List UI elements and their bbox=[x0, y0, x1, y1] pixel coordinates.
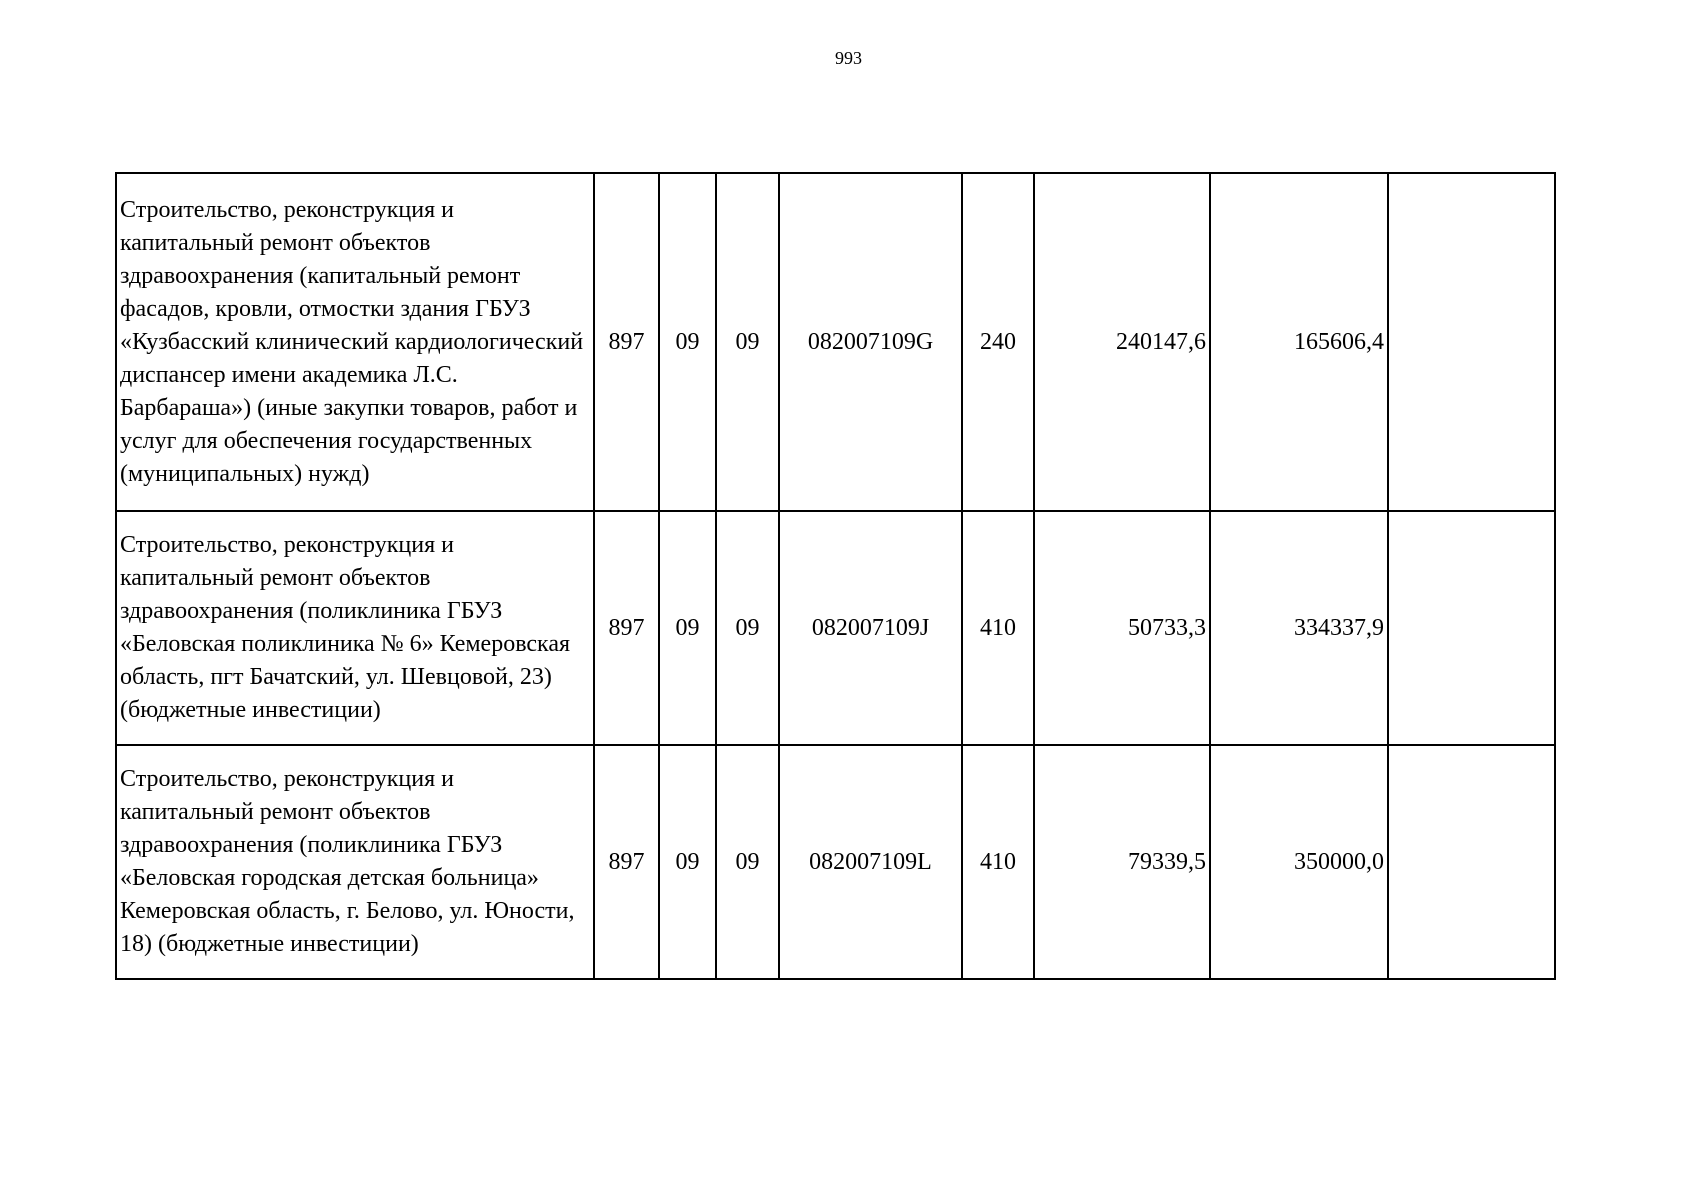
section-code: 09 bbox=[659, 173, 716, 511]
subsection-code: 09 bbox=[716, 511, 779, 745]
target-article-code: 082007109L bbox=[779, 745, 962, 979]
ministry-code: 897 bbox=[594, 745, 659, 979]
target-article-code: 082007109J bbox=[779, 511, 962, 745]
expense-type-code: 410 bbox=[962, 511, 1034, 745]
subsection-code: 09 bbox=[716, 173, 779, 511]
expense-type-code: 410 bbox=[962, 745, 1034, 979]
expense-type-code: 240 bbox=[962, 173, 1034, 511]
section-code: 09 bbox=[659, 511, 716, 745]
row-description: Строительство, реконструкция и капитальный ремонт объектов здравоохранения (поликлиника ГБУЗ «Беловская поликлиника № 6» Кемеровская область, пгт Бачатский, ул. Шевцовой, 23) (бюджетные инвестиции) bbox=[116, 511, 594, 745]
amount-2: 165606,4 bbox=[1210, 173, 1388, 511]
ministry-code: 897 bbox=[594, 511, 659, 745]
table-row bbox=[116, 173, 1555, 511]
budget-table bbox=[115, 172, 1556, 980]
table-row bbox=[116, 511, 1555, 745]
amount-1: 50733,3 bbox=[1034, 511, 1210, 745]
row-description: Строительство, реконструкция и капитальный ремонт объектов здравоохранения (поликлиника ГБУЗ «Беловская городская детская больница» Кемеровская область, г. Белово, ул. Юности, 18) (бюджетные инвестиции) bbox=[116, 745, 594, 979]
amount-3 bbox=[1388, 745, 1555, 979]
page-number: 993 bbox=[835, 48, 862, 68]
amount-1: 79339,5 bbox=[1034, 745, 1210, 979]
amount-1: 240147,6 bbox=[1034, 173, 1210, 511]
amount-2: 334337,9 bbox=[1210, 511, 1388, 745]
subsection-code: 09 bbox=[716, 745, 779, 979]
ministry-code: 897 bbox=[594, 173, 659, 511]
section-code: 09 bbox=[659, 745, 716, 979]
amount-2: 350000,0 bbox=[1210, 745, 1388, 979]
table-row bbox=[116, 745, 1555, 979]
amount-3 bbox=[1388, 511, 1555, 745]
amount-3 bbox=[1388, 173, 1555, 511]
row-description: Строительство, реконструкция и капитальный ремонт объектов здравоохранения (капитальный ремонт фасадов, кровли, отмостки здания ГБУЗ «Кузбасский клинический кардиологический диспансер имени академика Л.С. Барбараша») (иные закупки товаров, работ и услуг для обеспечения государственных (муниципальных) нужд) bbox=[116, 173, 594, 511]
target-article-code: 082007109G bbox=[779, 173, 962, 511]
